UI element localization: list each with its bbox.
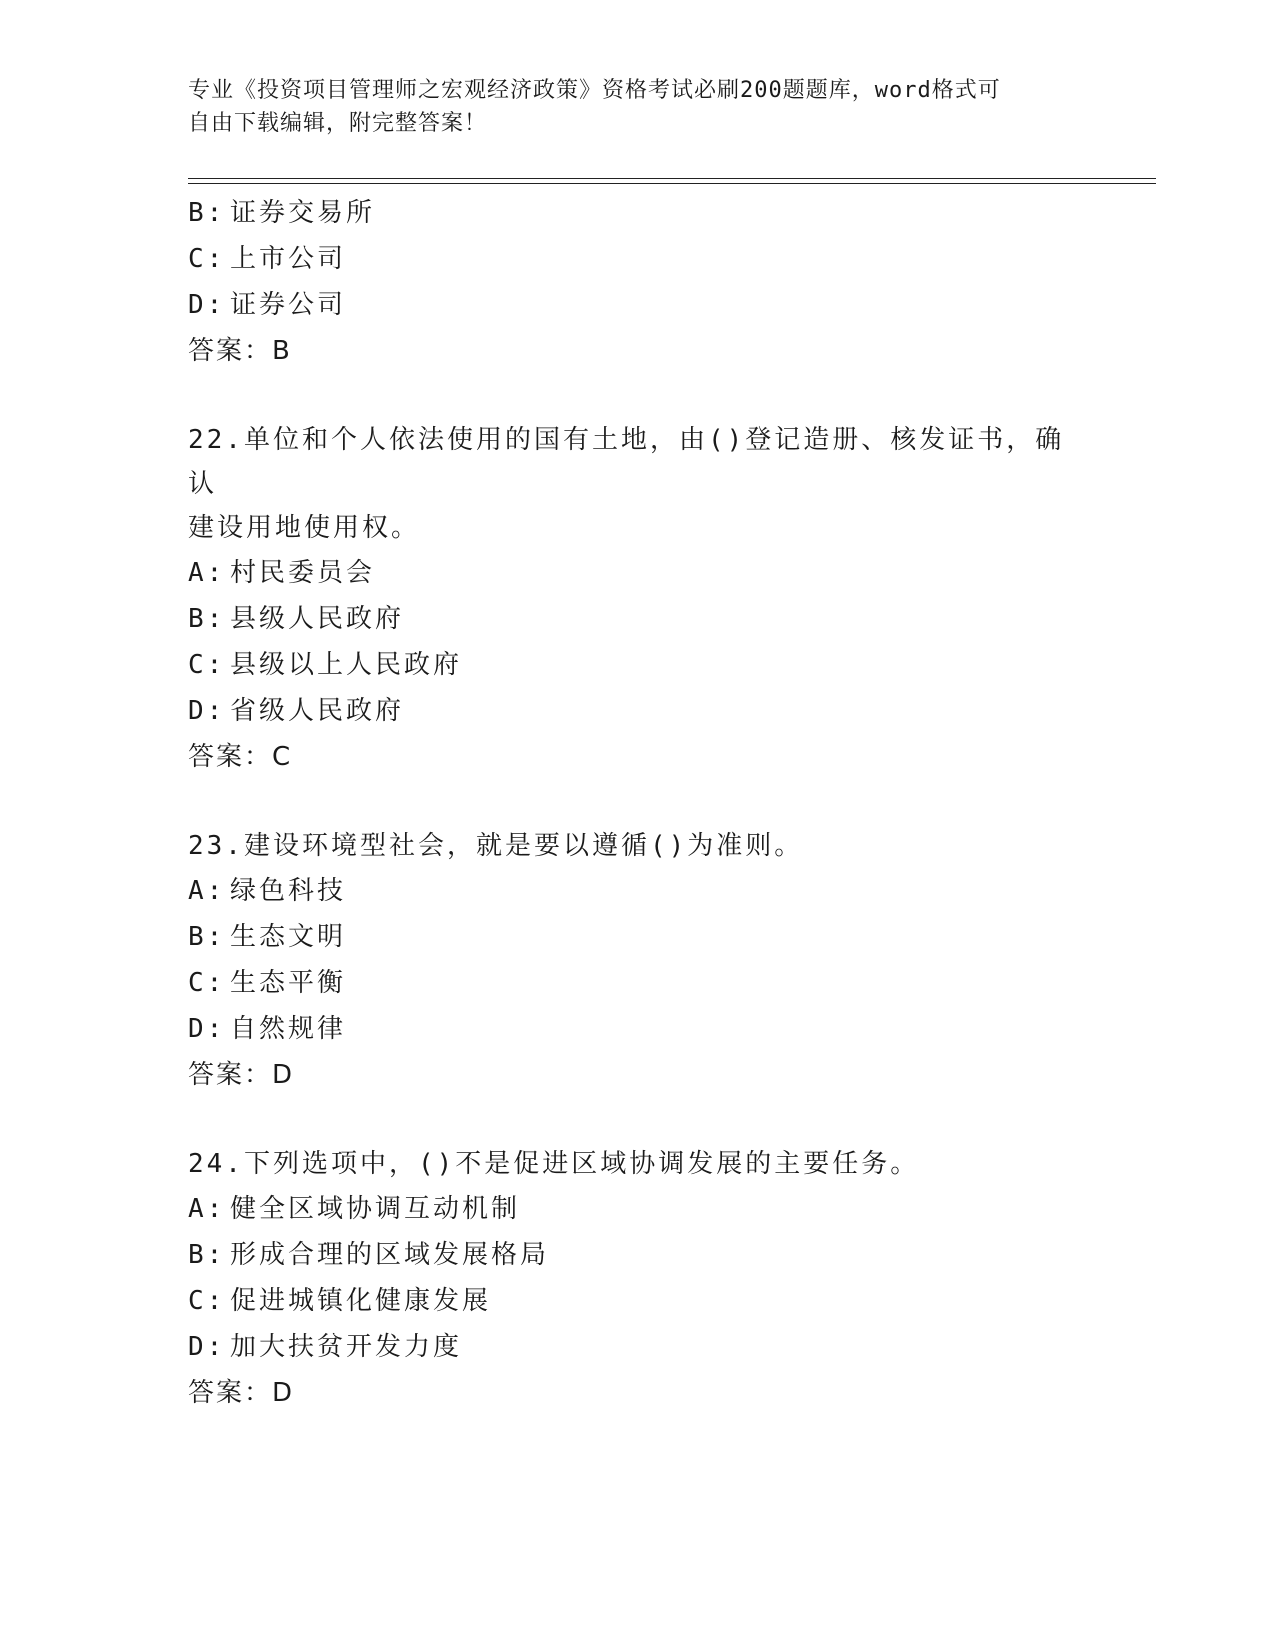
option-b <box>188 596 1088 642</box>
option-c <box>188 236 1088 282</box>
option-c <box>188 642 1088 688</box>
option-text: 县级人民政府 <box>230 604 405 634</box>
option-letter: D: <box>188 1332 226 1362</box>
option-text: 村民委员会 <box>230 558 376 588</box>
question-stem-line-1: 22.单位和个人依法使用的国有土地，由()登记造册、核发证书，确认 <box>188 425 1065 499</box>
option-text: 加大扶贫开发力度 <box>230 1332 463 1362</box>
option-text: 上市公司 <box>230 244 347 274</box>
question-block-23 <box>188 824 1088 1098</box>
header-divider-top <box>188 178 1156 179</box>
option-d <box>188 688 1088 734</box>
question-block-22 <box>188 418 1088 780</box>
option-b <box>188 1232 1088 1278</box>
option-text: 证券交易所 <box>230 198 376 228</box>
option-letter: A: <box>188 1194 226 1224</box>
question-block-21 <box>188 190 1088 374</box>
option-d <box>188 282 1088 328</box>
option-b <box>188 190 1088 236</box>
option-letter: B: <box>188 922 226 952</box>
option-text: 健全区域协调互动机制 <box>230 1194 521 1224</box>
option-text: 生态平衡 <box>230 968 347 998</box>
answer-line: 答案：D <box>188 1378 295 1408</box>
question-stem-line-2: 建设用地使用权。 <box>188 513 421 543</box>
option-letter: B: <box>188 604 226 634</box>
option-letter: C: <box>188 968 226 998</box>
question-stem-line-1: 23.建设环境型社会，就是要以遵循()为准则。 <box>188 831 804 861</box>
answer-line: 答案：B <box>188 336 292 366</box>
option-letter: C: <box>188 650 226 680</box>
option-letter: B: <box>188 1240 226 1270</box>
option-text: 促进城镇化健康发展 <box>230 1286 492 1316</box>
option-letter: D: <box>188 696 226 726</box>
header-title-line-2: 自由下载编辑，附完整答案！ <box>188 111 488 136</box>
option-d <box>188 1324 1088 1370</box>
option-letter: A: <box>188 876 226 906</box>
option-letter: A: <box>188 558 226 588</box>
option-letter: D: <box>188 1014 226 1044</box>
option-letter: C: <box>188 1286 226 1316</box>
document-header <box>188 74 1088 140</box>
option-b <box>188 914 1088 960</box>
option-a <box>188 550 1088 596</box>
option-text: 绿色科技 <box>230 876 347 906</box>
question-block-24 <box>188 1142 1088 1416</box>
option-text: 形成合理的区域发展格局 <box>230 1240 550 1270</box>
option-letter: C: <box>188 244 226 274</box>
question-stem-line-1: 24.下列选项中，()不是促进区域协调发展的主要任务。 <box>188 1149 920 1179</box>
option-a <box>188 868 1088 914</box>
question-content <box>188 190 1088 1416</box>
header-divider-bottom <box>188 183 1156 184</box>
header-title-line-1: 专业《投资项目管理师之宏观经济政策》资格考试必刷200题题库，word格式可 <box>188 78 1001 103</box>
answer-line: 答案：D <box>188 1060 295 1090</box>
option-a <box>188 1186 1088 1232</box>
option-d <box>188 1006 1088 1052</box>
option-text: 自然规律 <box>230 1014 347 1044</box>
option-c <box>188 1278 1088 1324</box>
option-text: 生态文明 <box>230 922 347 952</box>
option-letter: D: <box>188 290 226 320</box>
option-c <box>188 960 1088 1006</box>
answer-line: 答案：C <box>188 742 293 772</box>
option-text: 省级人民政府 <box>230 696 405 726</box>
option-letter: B: <box>188 198 226 228</box>
option-text: 证券公司 <box>230 290 347 320</box>
option-text: 县级以上人民政府 <box>230 650 463 680</box>
